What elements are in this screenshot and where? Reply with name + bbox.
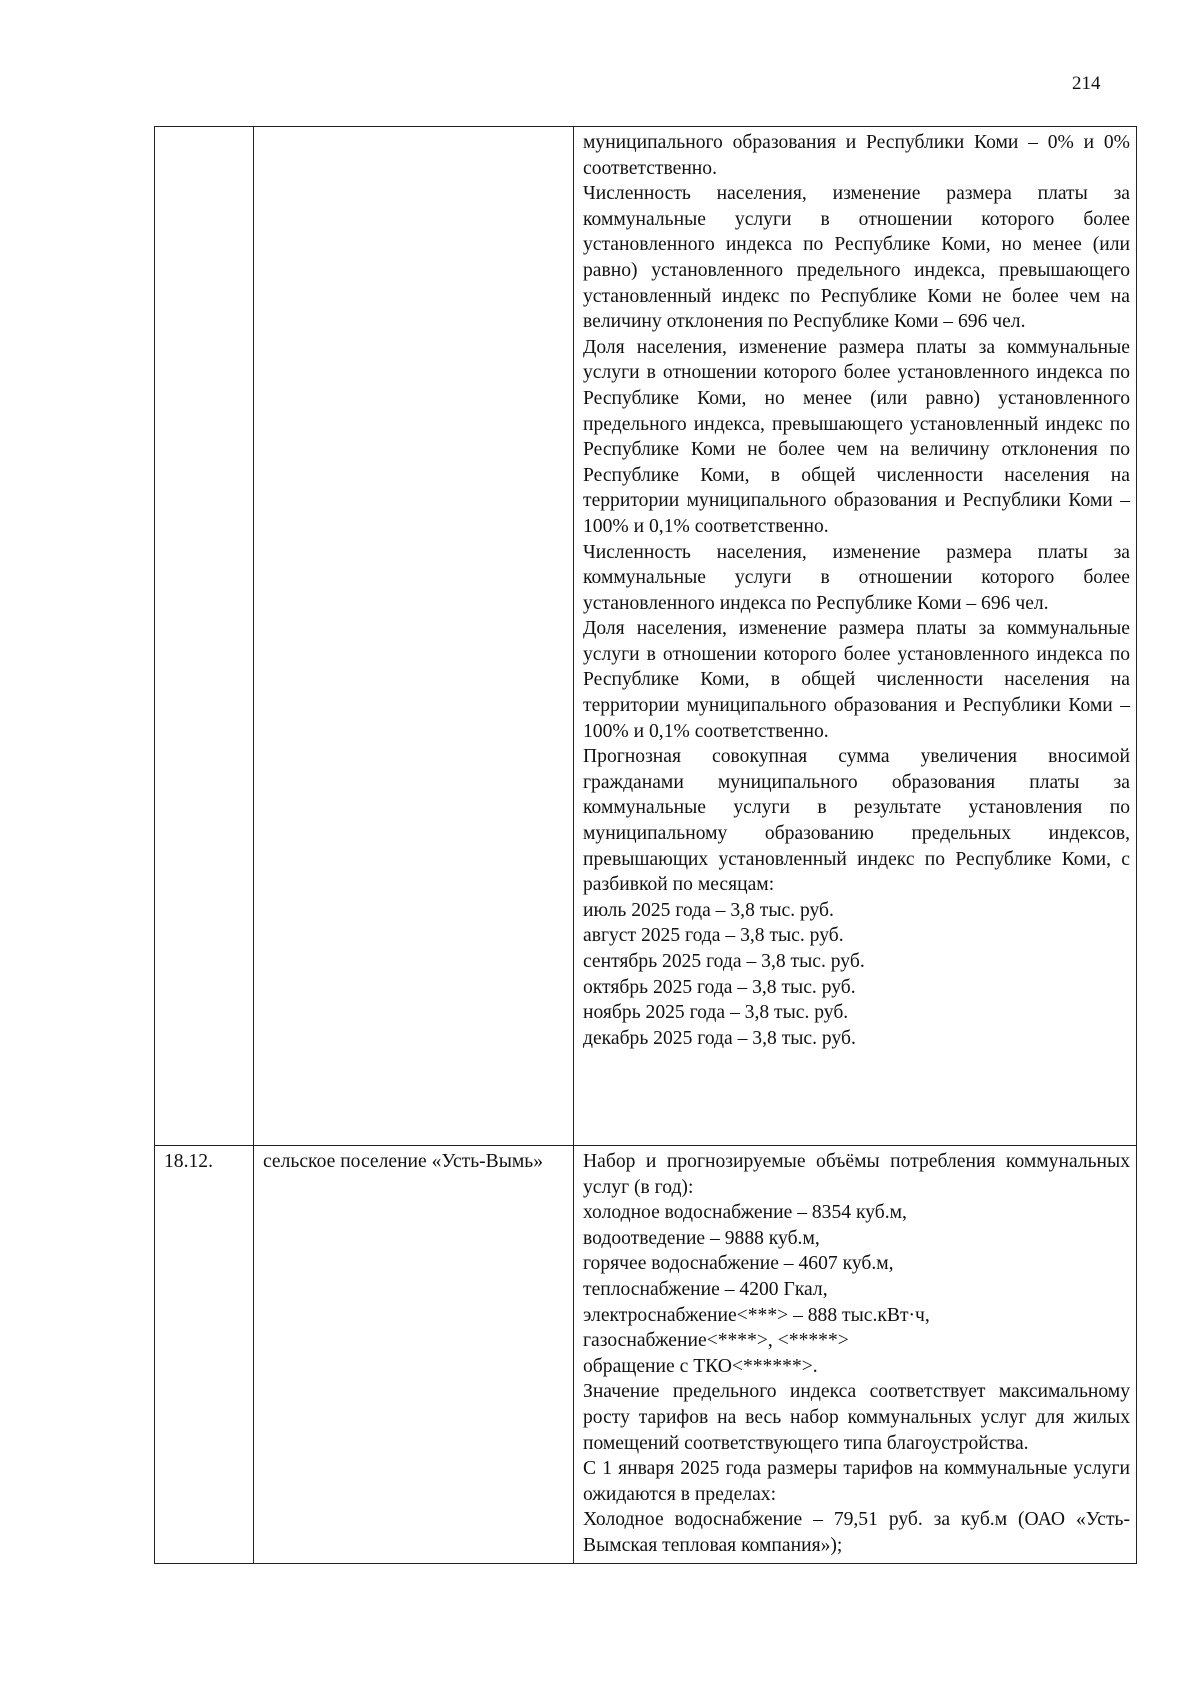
service-volume: холодное водоснабжение – 8354 куб.м, — [583, 1202, 907, 1224]
paragraph: С 1 января 2025 года размеры тарифов на коммунальные услуги ожидаются в пределах: — [583, 1458, 1130, 1505]
table-row-continuation — [155, 127, 1137, 1146]
cell-name-empty — [254, 127, 574, 1146]
paragraph: Набор и прогнозируемые объёмы потребления коммунальных услуг (в год): — [583, 1151, 1130, 1198]
monthly-amount: сентябрь 2025 года – 3,8 тыс. руб. — [583, 951, 865, 972]
monthly-amount: июль 2025 года – 3,8 тыс. руб. — [583, 899, 834, 921]
service-volume: электроснабжение<***> – 888 тыс.кВт·ч, — [583, 1304, 930, 1326]
service-volume: газоснабжение<****>, <*****> — [583, 1330, 849, 1352]
cell-description — [574, 127, 1137, 1146]
page-number: 214 — [1072, 73, 1101, 94]
cell-number-empty — [155, 127, 254, 1146]
monthly-amount: август 2025 года – 3,8 тыс. руб. — [583, 925, 844, 947]
service-volume: обращение с ТКО<******>. — [583, 1355, 818, 1377]
paragraph: Холодное водоснабжение – 79,51 руб. за куб.м (ОАО «Усть-Вымская тепловая компания»); — [583, 1509, 1130, 1556]
paragraph: Значение предельного индекса соответствует максимальному росту тарифов на весь набор коммунальных услуг для жилых помещений соответствующего типа благоустройства. — [583, 1381, 1130, 1454]
cell-row-number: 18.12. — [155, 1146, 254, 1564]
table-row-18-12 — [155, 1146, 1137, 1564]
paragraph: Численность населения, изменение размера платы за коммунальные услуги в отношении которого более установленного индекса по Республике Коми, но менее (или равно) установленного предельного индекса, превышающего установленный индекс по Республике Коми не более чем на величину отклонения по Республике Коми – 696 чел. — [583, 183, 1130, 333]
cell-settlement-name: сельское поселение «Усть-Вымь» — [254, 1146, 574, 1564]
service-volume: теплоснабжение – 4200 Гкал, — [583, 1278, 828, 1300]
monthly-amount: ноябрь 2025 года – 3,8 тыс. руб. — [583, 1002, 849, 1024]
service-volume: водоотведение – 9888 куб.м, — [583, 1227, 820, 1249]
indices-table — [154, 126, 1137, 1564]
service-volume: горячее водоснабжение – 4607 куб.м, — [583, 1253, 894, 1275]
paragraph: Численность населения, изменение размера платы за коммунальные услуги в отношении которого более установленного индекса по Республике Коми – 696 чел. — [583, 541, 1130, 614]
monthly-amount: декабрь 2025 года – 3,8 тыс. руб. — [583, 1027, 856, 1049]
paragraph: муниципального образования и Республики Коми – 0% и 0% соответственно. — [583, 132, 1130, 179]
paragraph: Прогнозная совокупная сумма увеличения вносимой гражданами муниципального образования платы за коммунальные услуги в результате установления по муниципальному образованию предельных индексов, превышающих установленный индекс по Республике Коми, с разбивкой по месяцам: — [583, 746, 1130, 896]
paragraph: Доля населения, изменение размера платы за коммунальные услуги в отношении которого более установленного индекса по Республике Коми, в общей численности населения на территории муниципального образования и Республики Коми – 100% и 0,1% соответственно. — [583, 618, 1130, 742]
monthly-amount: октябрь 2025 года – 3,8 тыс. руб. — [583, 976, 856, 998]
paragraph: Доля населения, изменение размера платы за коммунальные услуги в отношении которого более установленного индекса по Республике Коми, но менее (или равно) установленного предельного индекса, превышающего установленный индекс по Республике Коми не более чем на величину отклонения по Республике Коми, в общей численности населения на территории муниципального образования и Республики Коми – 100% и 0,1% соответственно. — [583, 336, 1130, 537]
cell-description — [574, 1146, 1137, 1564]
